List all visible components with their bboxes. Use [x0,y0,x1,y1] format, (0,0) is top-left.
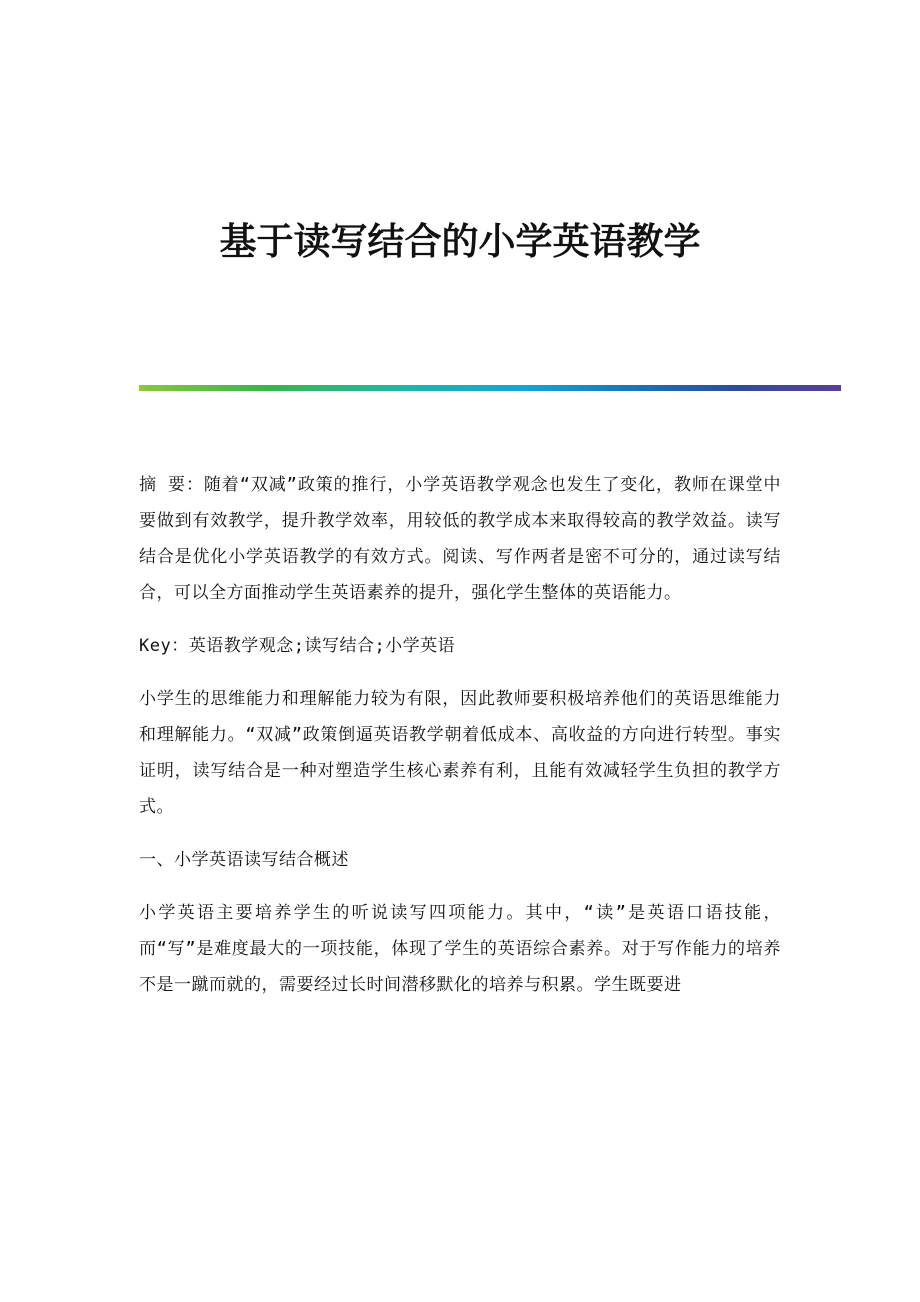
keywords-line: Key：英语教学观念;读写结合;小学英语 [139,636,456,656]
document-title: 基于读写结合的小学英语教学 [219,219,701,263]
section-heading: 一、小学英语读写结合概述 [139,850,349,870]
document-body [139,467,781,1020]
gradient-divider [139,385,841,391]
intro-paragraph: 小学生的思维能力和理解能力较为有限，因此教师要积极培养他们的英语思维能力和理解能力。“双减”政策倒逼英语教学朝着低成本、高收益的方向进行转型。事实证明，读写结合是一种对塑造学生核心素养有利，且能有效减轻学生负担的教学方式。 [139,689,781,817]
section-paragraph: 小学英语主要培养学生的听说读写四项能力。其中，“读”是英语口语技能，而“写”是难度最大的一项技能，体现了学生的英语综合素养。对于写作能力的培养不是一蹴而就的，需要经过长时间潜移默化的培养与积累。学生既要进 [139,903,781,995]
abstract-paragraph: 摘 要：随着“双减”政策的推行，小学英语教学观念也发生了变化，教师在课堂中要做到有效教学，提升教学效率，用较低的教学成本来取得较高的教学效益。读写结合是优化小学英语教学的有效方式。阅读、写作两者是密不可分的，通过读写结合，可以全方面推动学生英语素养的提升，强化学生整体的英语能力。 [139,475,781,603]
